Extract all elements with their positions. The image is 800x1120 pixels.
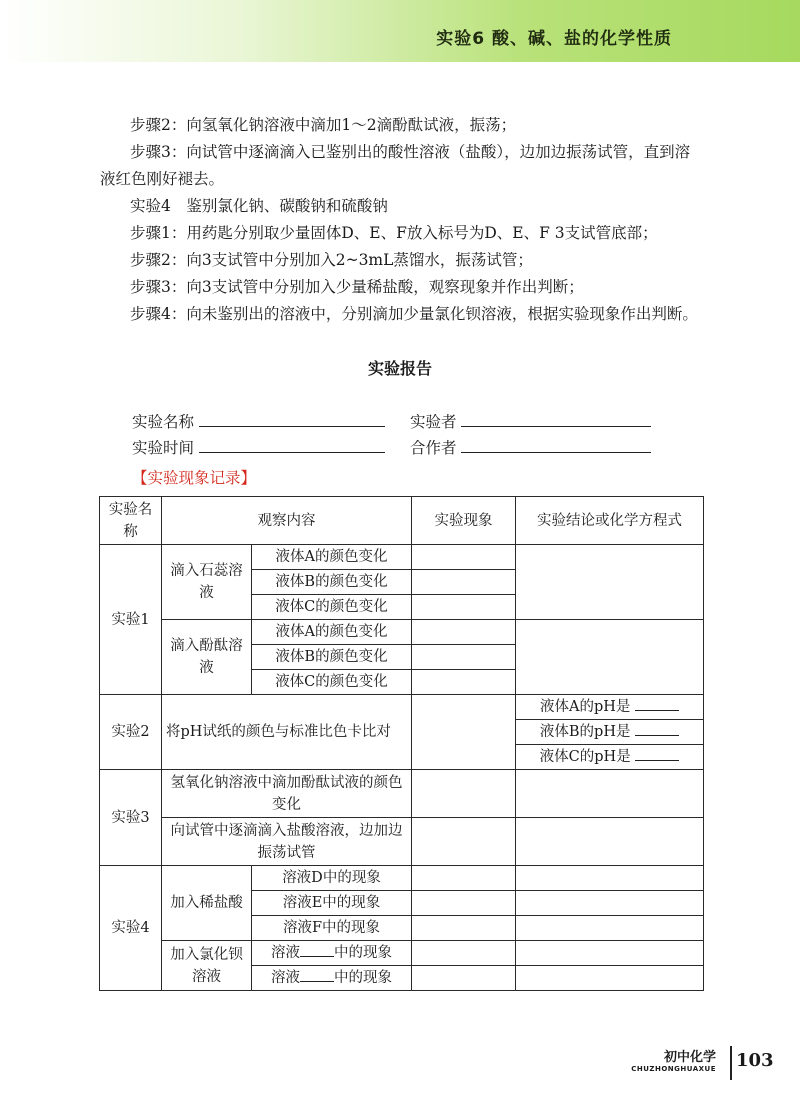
- header-content: 观察内容: [162, 497, 412, 545]
- report-title: 实验报告: [367, 359, 432, 378]
- answer-cell[interactable]: [412, 570, 516, 595]
- exp3-content-1: 氢氧化钠溶液中滴加酚酞试液的颜色变化: [162, 770, 412, 818]
- experiment-time-label: 实验时间: [132, 439, 195, 457]
- answer-cell[interactable]: [412, 866, 516, 891]
- answer-cell[interactable]: [412, 595, 516, 620]
- answer-cell[interactable]: [516, 866, 704, 891]
- exp1-item-c: 液体C的颜色变化: [252, 670, 412, 695]
- table-row: [100, 866, 704, 891]
- exp4-blank-item: [252, 941, 412, 966]
- table-row: [100, 818, 704, 866]
- ph-c-label: 液体C的pH是: [539, 749, 631, 765]
- paragraph: 步骤4：向未鉴别出的溶液中，分别滴加少量氯化钡溶液，根据实验现象作出判断。: [130, 305, 698, 323]
- answer-cell[interactable]: [516, 620, 704, 695]
- exp3-content-2: 向试管中逐滴滴入盐酸溶液，边加边振荡试管: [162, 818, 412, 866]
- exp4-label: 实验4: [100, 866, 162, 991]
- exp1-item-c: 液体C的颜色变化: [252, 595, 412, 620]
- exp4-item-e: 溶液E中的现象: [252, 891, 412, 916]
- answer-cell[interactable]: [412, 916, 516, 941]
- book-label: [631, 1046, 716, 1073]
- ph-a-blank[interactable]: [635, 696, 679, 711]
- exp1-item-b: 液体B的颜色变化: [252, 570, 412, 595]
- answer-cell[interactable]: [412, 891, 516, 916]
- experiment-time-field: [132, 436, 385, 458]
- partner-label: 合作者: [410, 439, 457, 457]
- exp4-hcl-group: 加入稀盐酸: [162, 866, 252, 941]
- answer-cell[interactable]: [516, 966, 704, 991]
- blank-prefix: 溶液: [271, 970, 300, 986]
- experimenter-label: 实验者: [410, 413, 457, 431]
- ph-b-label: 液体B的pH是: [539, 724, 631, 740]
- exp1-item-a: 液体A的颜色变化: [252, 620, 412, 645]
- ph-a-label: 液体A的pH是: [539, 699, 631, 715]
- paragraph: 实验4 鉴别氯化钠、碳酸钠和硫酸钠: [130, 197, 388, 215]
- answer-cell[interactable]: [412, 941, 516, 966]
- experiment-name-field: [132, 410, 385, 432]
- header-conclusion: 实验结论或化学方程式: [516, 497, 704, 545]
- answer-cell[interactable]: [412, 770, 516, 818]
- answer-cell[interactable]: [516, 941, 704, 966]
- blank-suffix: 中的现象: [334, 945, 392, 961]
- answer-cell[interactable]: [412, 620, 516, 645]
- book-pinyin: CHUZHONGHUAXUE: [631, 1065, 716, 1073]
- exp1-phenol-group: 滴入酚酞溶液: [162, 620, 252, 695]
- paragraph: 步骤3：向试管中逐滴滴入已鉴别出的酸性溶液（盐酸），边加边振荡试管，直到溶液红色刚好褪去。: [100, 143, 691, 188]
- answer-cell[interactable]: [516, 545, 704, 620]
- exp2-content: 将pH试纸的颜色与标准比色卡比对: [162, 695, 412, 770]
- procedure-text: [100, 112, 700, 328]
- table-row: [100, 770, 704, 818]
- answer-cell[interactable]: [412, 670, 516, 695]
- table-row: [100, 545, 704, 570]
- page-number: 103: [736, 1050, 774, 1071]
- paragraph: 步骤1：用药匙分别取少量固体D、E、F放入标号为D、E、F 3支试管底部；: [130, 224, 658, 242]
- answer-cell[interactable]: [516, 916, 704, 941]
- table-header-row: [100, 497, 704, 545]
- solution-blank[interactable]: [300, 942, 334, 957]
- experiment-name-line[interactable]: [199, 412, 385, 427]
- exp2-ph-a: [516, 695, 704, 720]
- ph-b-blank[interactable]: [635, 721, 679, 736]
- paragraph: 步骤2：向氢氧化钠溶液中滴加1～2滴酚酞试液，振荡；: [130, 116, 517, 134]
- experiment-time-line[interactable]: [199, 438, 385, 453]
- experimenter-line[interactable]: [461, 412, 651, 427]
- table-row: [100, 695, 704, 720]
- answer-cell[interactable]: [516, 818, 704, 866]
- exp1-litmus-group: 滴入石蕊溶液: [162, 545, 252, 620]
- partner-line[interactable]: [461, 438, 651, 453]
- header-band: [0, 0, 800, 62]
- ph-c-blank[interactable]: [635, 746, 679, 761]
- header-name: 实验名称: [100, 497, 162, 545]
- answer-cell[interactable]: [516, 770, 704, 818]
- exp2-label: 实验2: [100, 695, 162, 770]
- answer-cell[interactable]: [412, 966, 516, 991]
- exp4-bacl-group: 加入氯化钡溶液: [162, 941, 252, 991]
- answer-cell[interactable]: [412, 545, 516, 570]
- partner-field: [410, 436, 651, 458]
- paragraph: 步骤3：向3支试管中分别加入少量稀盐酸，观察现象并作出判断；: [130, 278, 584, 296]
- exp2-ph-b: [516, 720, 704, 745]
- exp4-blank-item: [252, 966, 412, 991]
- blank-prefix: 溶液: [271, 945, 300, 961]
- experiment-name-label: 实验名称: [132, 413, 195, 431]
- header-phenomenon: 实验现象: [412, 497, 516, 545]
- answer-cell[interactable]: [516, 891, 704, 916]
- answer-cell[interactable]: [412, 645, 516, 670]
- experimenter-field: [410, 410, 651, 432]
- table-row: [100, 620, 704, 645]
- book-title: 初中化学: [663, 1050, 716, 1065]
- exp1-label: 实验1: [100, 545, 162, 695]
- exp3-label: 实验3: [100, 770, 162, 866]
- exp1-item-a: 液体A的颜色变化: [252, 545, 412, 570]
- exp1-item-b: 液体B的颜色变化: [252, 645, 412, 670]
- answer-cell[interactable]: [412, 695, 516, 770]
- solution-blank[interactable]: [300, 967, 334, 982]
- chapter-title: 实验6 酸、碱、盐的化学性质: [436, 29, 672, 49]
- exp4-item-f: 溶液F中的现象: [252, 916, 412, 941]
- record-table: [99, 496, 704, 991]
- footer-divider: [730, 1046, 732, 1080]
- blank-suffix: 中的现象: [334, 970, 392, 986]
- exp4-item-d: 溶液D中的现象: [252, 866, 412, 891]
- answer-cell[interactable]: [412, 818, 516, 866]
- record-section-label: 【实验现象记录】: [132, 469, 257, 487]
- paragraph: 步骤2：向3支试管中分别加入2~3mL蒸馏水，振荡试管；: [130, 251, 533, 269]
- table-row: [100, 941, 704, 966]
- exp2-ph-c: [516, 745, 704, 770]
